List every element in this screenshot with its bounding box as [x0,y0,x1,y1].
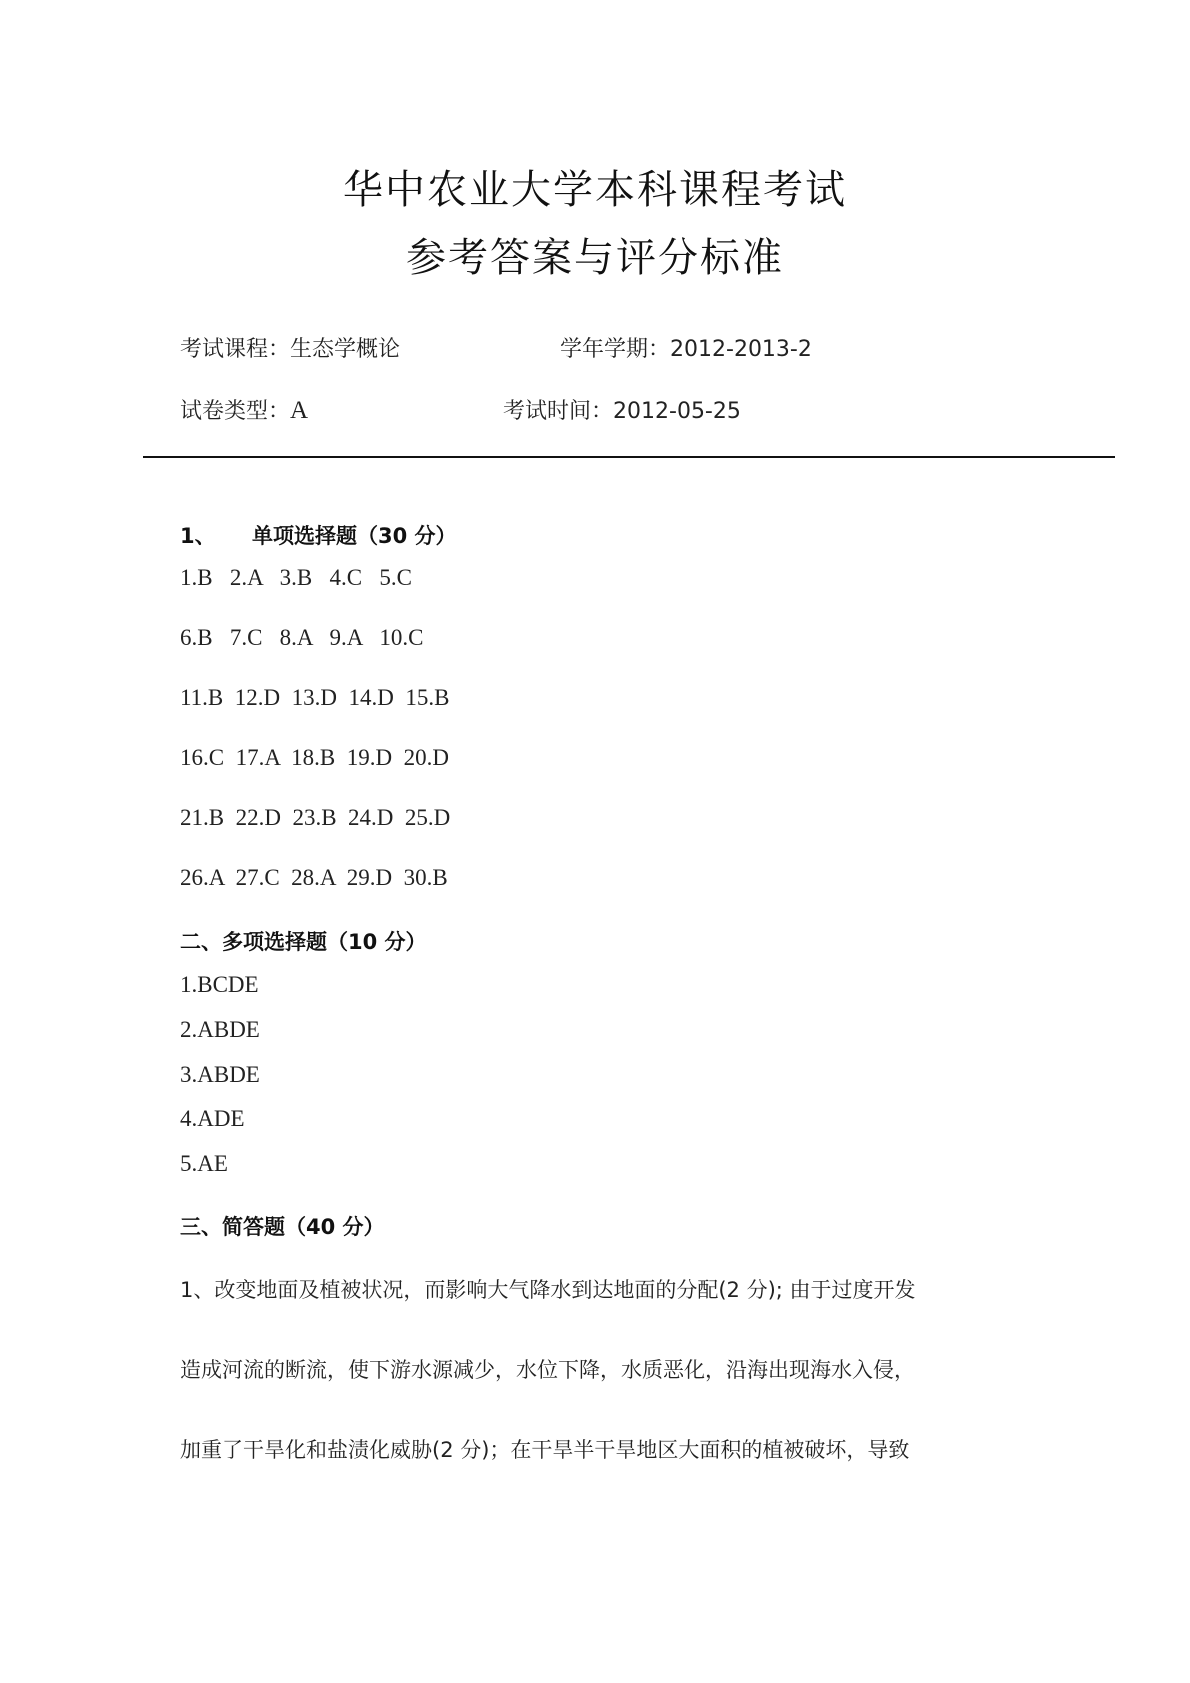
document-title-line2: 参考答案与评分标准 [406,235,784,281]
exam-time-field [503,394,741,425]
term-field [560,332,812,363]
answer-paragraph-line: 加重了干旱化和盐渍化威胁(2 分)；在干旱半干旱地区大面积的植被破坏，导致 [180,1438,910,1462]
answer-row: 16.C 17.A 18.B 19.D 20.D [180,745,449,770]
exam-time-label: 考试时间： [503,399,614,424]
course-value: 生态学概论 [290,337,401,362]
answer-item: 1.BCDE [180,972,259,997]
section1-heading [180,520,457,550]
exam-time-value: 2012-05-25 [613,399,741,424]
paper-type-value: A [290,397,309,424]
paper-type-label: 试卷类型： [180,399,291,424]
answer-row: 1.B 2.A 3.B 4.C 5.C [180,565,412,590]
section1-title: 单项选择题（30 分） [252,524,457,548]
paper-type-field [180,394,308,425]
answer-row: 26.A 27.C 28.A 29.D 30.B [180,865,448,890]
course-field [180,332,400,363]
answer-item: 3.ABDE [180,1062,260,1087]
answer-paragraph-line: 1、改变地面及植被状况，而影响大气降水到达地面的分配(2 分); 由于过度开发 [180,1278,916,1302]
header-divider [143,456,1115,458]
answer-row: 6.B 7.C 8.A 9.A 10.C [180,625,424,650]
term-label: 学年学期： [560,337,671,362]
section1-number: 1、 [180,524,216,548]
answer-item: 5.AE [180,1151,228,1176]
section2-heading: 二、多项选择题（10 分） [180,930,427,954]
document-title-line1: 华中农业大学本科课程考试 [343,167,847,213]
course-label: 考试课程： [180,337,291,362]
answer-item: 4.ADE [180,1106,245,1131]
answer-paragraph-line: 造成河流的断流，使下游水源减少，水位下降，水质恶化，沿海出现海水入侵， [180,1358,915,1382]
section3-heading: 三、简答题（40 分） [180,1215,385,1239]
answer-row: 11.B 12.D 13.D 14.D 15.B [180,685,450,710]
answer-item: 2.ABDE [180,1017,260,1042]
answer-row: 21.B 22.D 23.B 24.D 25.D [180,805,451,830]
term-value: 2012-2013-2 [670,337,812,362]
